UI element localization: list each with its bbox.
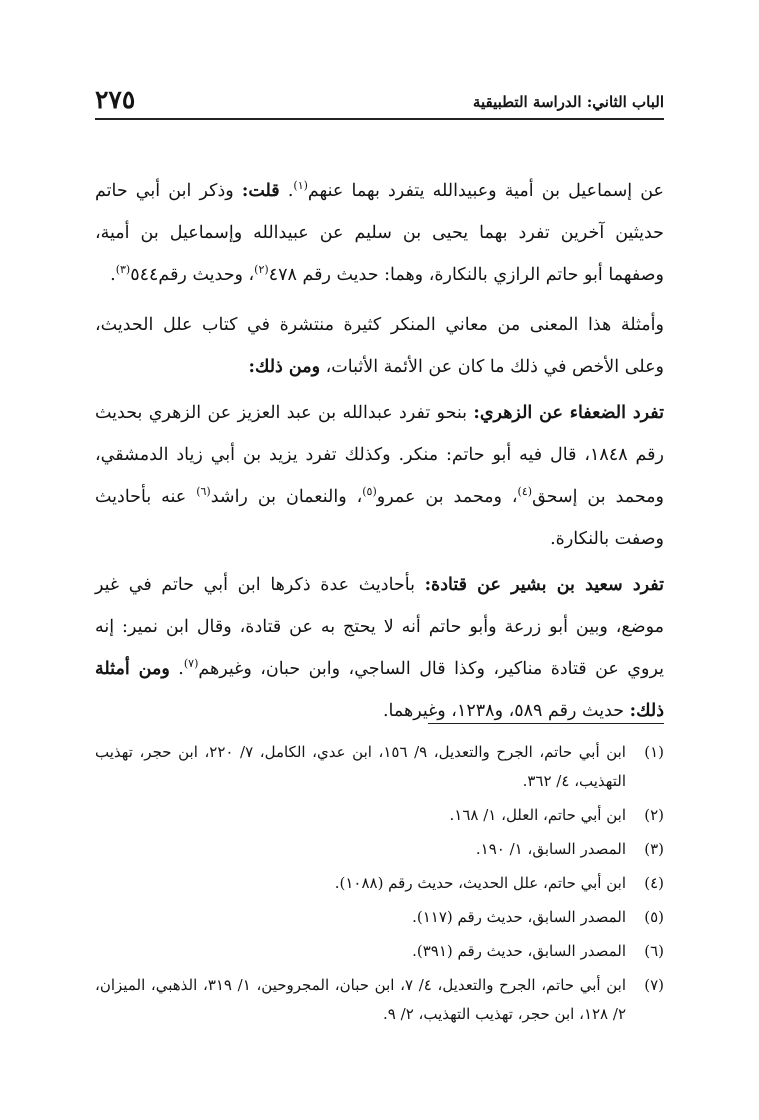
footnote-item bbox=[95, 971, 664, 1029]
text-run: . bbox=[279, 181, 294, 201]
footnote-number: (٧) bbox=[644, 976, 664, 994]
subheading: تفرد الضعفاء عن الزهري: bbox=[473, 403, 664, 423]
footnote-text: ابن أبي حاتم، الجرح والتعديل، ٩/ ١٥٦، ابن عدي، الكامل، ٧/ ٢٢٠، ابن حجر، تهذيب التهذيب، ٤/ ٣٦٢. bbox=[95, 743, 626, 790]
footnote-ref[interactable]: (٣) bbox=[115, 263, 131, 277]
text-run: عن إسماعيل بن أمية وعبيدالله يتفرد بهما عنهم bbox=[307, 181, 664, 201]
footnote-rule bbox=[428, 723, 664, 724]
footnote-text: المصدر السابق، حديث رقم (١١٧). bbox=[412, 908, 626, 926]
footnote-text: ابن أبي حاتم، الجرح والتعديل، ٤/ ٧، ابن حبان، المجروحين، ١/ ٣١٩، الذهبي، الميزان، ٢/ ١٢٨، ابن حجر، تهذيب التهذيب، ٢/ ٩. bbox=[95, 976, 626, 1023]
paragraph-3 bbox=[95, 392, 664, 560]
text-run: وذكر ابن أبي حاتم حديثين آخرين تفرد بهما يحيى بن سليم عن عبيدالله وإسماعيل بن أمية، وصفهما أبو حاتم الرازي بالنكارة، وهما: حديث رقم ٤٧٨ bbox=[95, 181, 664, 285]
footnote-ref[interactable]: (٤) bbox=[517, 485, 533, 499]
footnote-number: (٤) bbox=[644, 874, 664, 892]
footnotes bbox=[95, 738, 664, 1029]
text-run: حديث رقم ٥٨٩، و١٢٣٨، وغيرهما. bbox=[382, 701, 630, 721]
footnote-item bbox=[95, 801, 664, 830]
text-run: ، وحديث رقم٥٤٤ bbox=[130, 265, 255, 285]
footnote-item bbox=[95, 937, 664, 966]
page-header bbox=[95, 84, 664, 118]
footnote-ref[interactable]: (١) bbox=[293, 179, 308, 193]
text-run: . bbox=[110, 265, 116, 285]
footnote-number: (٢) bbox=[644, 806, 664, 824]
footnote-number: (١) bbox=[644, 743, 664, 761]
paragraph-1 bbox=[95, 170, 664, 296]
page-number: ٢٧٥ bbox=[95, 85, 136, 114]
bold-phrase: ومن أمثلة ذلك: bbox=[95, 659, 664, 721]
footnote-text: المصدر السابق، حديث رقم (٣٩١). bbox=[412, 942, 626, 960]
paragraph-2 bbox=[95, 304, 664, 388]
bold-phrase: ومن ذلك: bbox=[248, 357, 321, 377]
footnote-text: ابن أبي حاتم، علل الحديث، حديث رقم (١٠٨٨). bbox=[334, 874, 626, 892]
main-text bbox=[95, 170, 664, 732]
footnote-ref[interactable]: (٧) bbox=[183, 657, 199, 671]
paragraph-4 bbox=[95, 564, 664, 732]
bold-phrase: قلت: bbox=[241, 181, 280, 201]
text-run: بنحو تفرد عبدالله بن عبد العزيز عن الزهري بحديث رقم ١٨٤٨، قال فيه أبو حاتم: منكر. وكذلك تفرد يزيد بن أبي زياد الدمشقي، ومحمد بن إسحق bbox=[95, 403, 664, 507]
text-run: عنه بأحاديث وصفت بالنكارة. bbox=[95, 487, 664, 549]
footnote-item bbox=[95, 835, 664, 864]
footnote-item bbox=[95, 903, 664, 932]
footnote-number: (٦) bbox=[644, 942, 664, 960]
footnote-number: (٣) bbox=[644, 840, 664, 858]
text-run: بأحاديث عدة ذكرها ابن أبي حاتم في غير موضع، وبين أبو زرعة وأبو حاتم أنه لا يحتج به عن قتادة، وقال ابن نمير: إنه يروي عن قتادة مناكير، وكذا قال الساجي، وابن حبان، وغيرهم bbox=[95, 575, 664, 679]
footnote-ref[interactable]: (٥) bbox=[362, 485, 377, 499]
text-run: ، والنعمان بن راشد bbox=[210, 487, 363, 507]
footnote-text: ابن أبي حاتم، العلل، ١/ ١٦٨. bbox=[449, 806, 626, 824]
footnote-number: (٥) bbox=[644, 908, 664, 926]
running-title: الباب الثاني: الدراسة التطبيقية bbox=[472, 93, 664, 111]
footnote-ref[interactable]: (٦) bbox=[196, 485, 211, 499]
subheading: تفرد سعيد بن بشير عن قتادة: bbox=[424, 575, 664, 595]
footnote-item bbox=[95, 869, 664, 898]
text-run: ، ومحمد بن عمرو bbox=[376, 487, 518, 507]
footnote-ref[interactable]: (٢) bbox=[254, 263, 269, 277]
text-run: . bbox=[169, 659, 184, 679]
text-run: وأمثلة هذا المعنى من معاني المنكر كثيرة منتشرة في كتاب علل الحديث، وعلى الأخص في ذلك ما كان عن الأئمة الأثبات، bbox=[95, 315, 664, 377]
footnote-text: المصدر السابق، ١/ ١٩٠. bbox=[475, 840, 626, 858]
header-rule bbox=[95, 118, 664, 120]
footnote-item bbox=[95, 738, 664, 796]
